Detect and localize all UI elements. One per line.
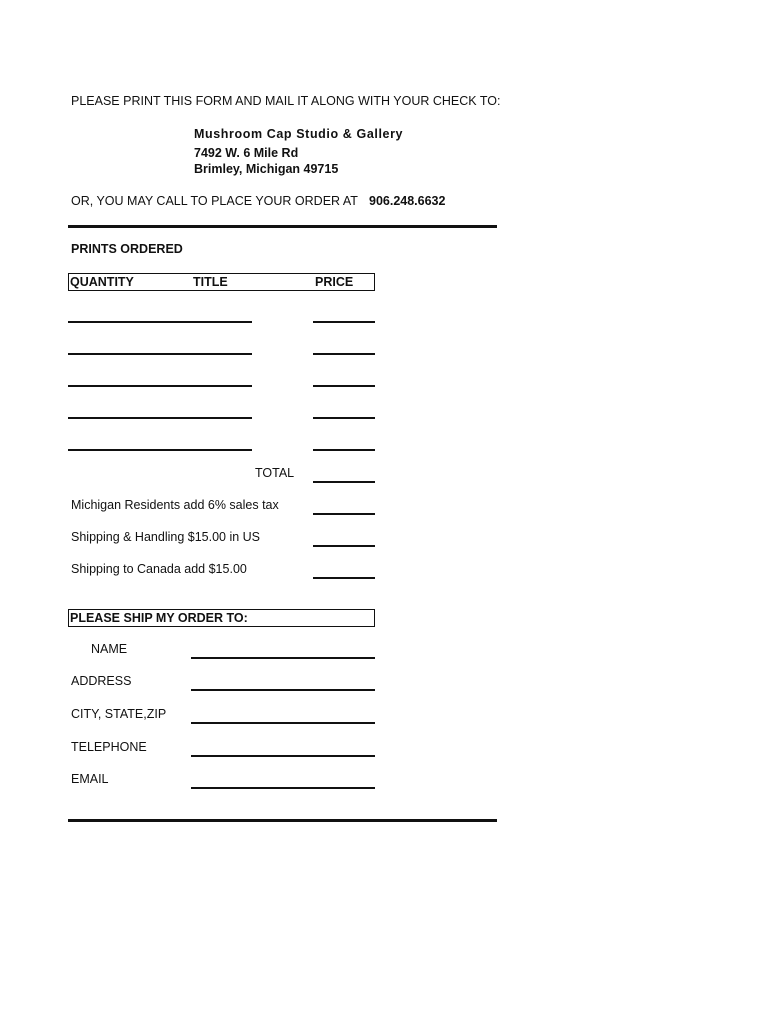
address-label: ADDRESS	[71, 674, 132, 688]
studio-name: Mushroom Cap Studio & Gallery	[194, 127, 404, 141]
address-field[interactable]	[191, 689, 375, 691]
quantity-column-header: QUANTITY	[70, 275, 134, 289]
price-column-header: PRICE	[315, 275, 354, 289]
studio-phone: 906.248.6632	[369, 194, 446, 208]
shipping-canada-line[interactable]	[313, 577, 375, 579]
email-label: EMAIL	[71, 772, 109, 786]
order-row-price-line[interactable]	[313, 385, 375, 387]
order-row-price-line[interactable]	[313, 353, 375, 355]
name-label: NAME	[91, 642, 128, 656]
shipping-us-line[interactable]	[313, 545, 375, 547]
studio-address-line1: 7492 W. 6 Mile Rd	[194, 146, 299, 160]
sales-tax-label: Michigan Residents add 6% sales tax	[71, 498, 279, 512]
mail-instruction: PLEASE PRINT THIS FORM AND MAIL IT ALONG WITH YOUR CHECK TO:	[71, 94, 501, 108]
total-line[interactable]	[313, 481, 375, 483]
studio-address-line2: Brimley, Michigan 49715	[194, 162, 339, 176]
city-state-zip-field[interactable]	[191, 722, 375, 724]
top-divider	[68, 225, 497, 228]
shipping-us-label: Shipping & Handling $15.00 in US	[71, 530, 261, 544]
prints-table-header	[68, 273, 375, 291]
order-row-item-line[interactable]	[68, 385, 252, 387]
city-state-zip-label: CITY, STATE,ZIP	[71, 707, 167, 721]
bottom-divider	[68, 819, 497, 822]
total-label: TOTAL	[255, 466, 295, 480]
ship-to-heading: PLEASE SHIP MY ORDER TO:	[70, 611, 248, 625]
order-row-item-line[interactable]	[68, 321, 252, 323]
order-row-item-line[interactable]	[68, 449, 252, 451]
title-column-header: TITLE	[193, 275, 228, 289]
order-row-price-line[interactable]	[313, 321, 375, 323]
order-row-price-line[interactable]	[313, 449, 375, 451]
shipping-canada-label: Shipping to Canada add $15.00	[71, 562, 247, 576]
order-row-item-line[interactable]	[68, 353, 252, 355]
call-instruction: OR, YOU MAY CALL TO PLACE YOUR ORDER AT	[71, 194, 358, 208]
sales-tax-line[interactable]	[313, 513, 375, 515]
telephone-label: TELEPHONE	[71, 740, 147, 754]
ship-to-header	[68, 609, 375, 627]
order-row-item-line[interactable]	[68, 417, 252, 419]
order-row-price-line[interactable]	[313, 417, 375, 419]
name-field[interactable]	[191, 657, 375, 659]
telephone-field[interactable]	[191, 755, 375, 757]
email-field[interactable]	[191, 787, 375, 789]
prints-ordered-heading: PRINTS ORDERED	[71, 242, 183, 256]
